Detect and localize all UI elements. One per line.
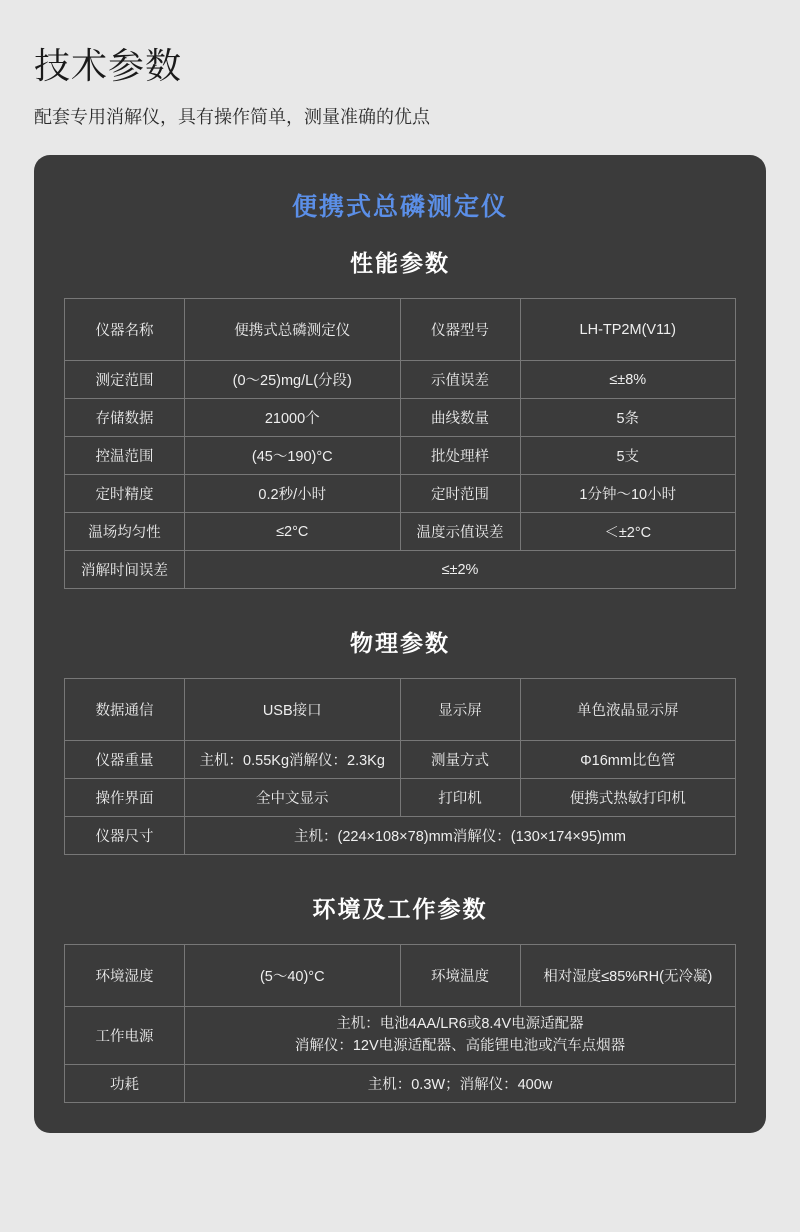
table-row [65, 437, 736, 475]
row-value: 1分钟～10小时 [520, 475, 736, 513]
row-label: 测定范围 [65, 361, 185, 399]
spec-panel [34, 155, 766, 1133]
row-label: 功耗 [65, 1065, 185, 1103]
physical-table [64, 678, 736, 855]
row-value: 全中文显示 [185, 779, 401, 817]
table-row [65, 779, 736, 817]
table-row [65, 551, 736, 589]
row-value [185, 1007, 736, 1065]
row-label: 曲线数量 [400, 399, 520, 437]
row-value: (0～25)mg/L(分段) [185, 361, 401, 399]
product-title: 便携式总磷测定仪 [291, 193, 508, 221]
page-title: 技术参数 [34, 45, 183, 86]
row-label: 打印机 [400, 779, 520, 817]
table-row [65, 817, 736, 855]
row-label: 示值误差 [400, 361, 520, 399]
power-line-1: 主机：电池4AA/LR6或8.4V电源适配器 [336, 1015, 584, 1032]
row-value: 主机：0.55Kg消解仪：2.3Kg [185, 741, 401, 779]
section-title-performance: 性能参数 [350, 250, 450, 276]
section-title-environment: 环境及工作参数 [312, 896, 488, 922]
table-row [65, 299, 736, 361]
row-value: 单色液晶显示屏 [520, 679, 736, 741]
row-label: 仪器尺寸 [65, 817, 185, 855]
row-value: LH-TP2M(V11) [520, 299, 736, 361]
table-row [65, 679, 736, 741]
row-value: ≤2°C [185, 513, 401, 551]
table-row [65, 1065, 736, 1103]
row-label: 操作界面 [65, 779, 185, 817]
environment-table [64, 944, 736, 1103]
table-row [65, 399, 736, 437]
power-line-2: 消解仪：12V电源适配器、高能锂电池或汽车点烟器 [294, 1037, 626, 1054]
row-label: 数据通信 [65, 679, 185, 741]
table-row [65, 475, 736, 513]
row-value: ＜±2°C [520, 513, 736, 551]
row-value: 相对湿度≤85%RH(无冷凝) [520, 945, 736, 1007]
table-row [65, 1007, 736, 1065]
row-value: 主机：(224×108×78)mm消解仪：(130×174×95)mm [185, 817, 736, 855]
row-value: (5～40)°C [185, 945, 401, 1007]
row-label: 批处理样 [400, 437, 520, 475]
row-value: Φ16mm比色管 [520, 741, 736, 779]
row-label: 仪器名称 [65, 299, 185, 361]
row-label: 控温范围 [65, 437, 185, 475]
row-label: 显示屏 [400, 679, 520, 741]
row-label: 环境温度 [400, 945, 520, 1007]
table-row [65, 361, 736, 399]
page-header [0, 0, 800, 129]
row-label: 仪器型号 [400, 299, 520, 361]
row-label: 存储数据 [65, 399, 185, 437]
table-row [65, 513, 736, 551]
row-value: 0.2秒/小时 [185, 475, 401, 513]
row-label: 环境湿度 [65, 945, 185, 1007]
row-value: 21000个 [185, 399, 401, 437]
page-subtitle: 配套专用消解仪，具有操作简单，测量准确的优点 [34, 107, 430, 127]
row-label: 温度示值误差 [400, 513, 520, 551]
row-label: 温场均匀性 [65, 513, 185, 551]
row-value: 5条 [520, 399, 736, 437]
row-value: 便携式总磷测定仪 [185, 299, 401, 361]
row-label: 定时范围 [400, 475, 520, 513]
row-value: 便携式热敏打印机 [520, 779, 736, 817]
row-value: (45～190)°C [185, 437, 401, 475]
table-row [65, 945, 736, 1007]
row-value: 主机：0.3W；消解仪：400w [185, 1065, 736, 1103]
performance-table [64, 298, 736, 589]
section-title-physical: 物理参数 [350, 630, 450, 656]
row-label: 测量方式 [400, 741, 520, 779]
row-value: USB接口 [185, 679, 401, 741]
row-label: 消解时间误差 [65, 551, 185, 589]
row-label: 工作电源 [65, 1007, 185, 1065]
row-value: ≤±8% [520, 361, 736, 399]
row-value: 5支 [520, 437, 736, 475]
row-value: ≤±2% [185, 551, 736, 589]
row-label: 仪器重量 [65, 741, 185, 779]
table-row [65, 741, 736, 779]
row-label: 定时精度 [65, 475, 185, 513]
